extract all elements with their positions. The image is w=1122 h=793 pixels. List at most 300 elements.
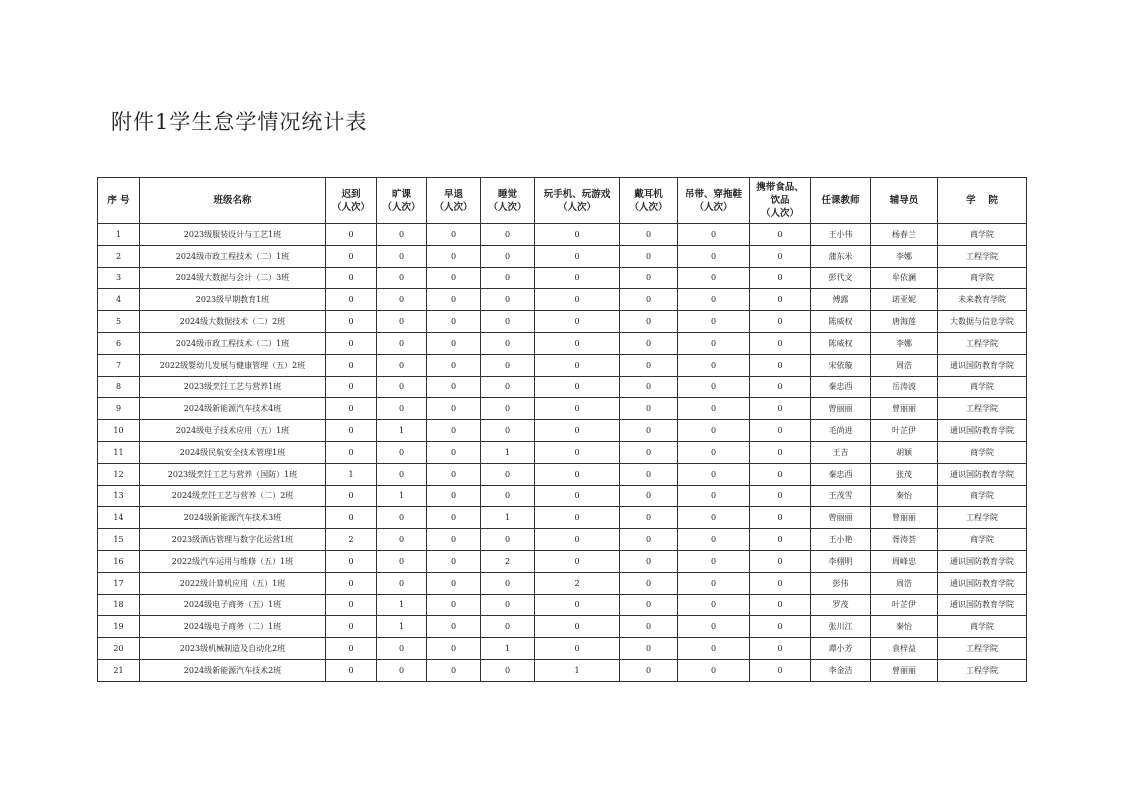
cell-class-name: 2022级婴幼儿发展与健康管理（五）2班 [140, 354, 326, 376]
cell-sleep: 1 [481, 441, 535, 463]
cell-counselor: 秦怡 [871, 485, 938, 507]
cell-phone-games: 0 [535, 616, 620, 638]
cell-college: 工程学院 [938, 638, 1027, 660]
header-teacher: 任课教师 [811, 178, 871, 224]
cell-teacher: 毛尚进 [811, 420, 871, 442]
table-row [98, 376, 1027, 398]
cell-phone-games: 1 [535, 659, 620, 681]
cell-counselor: 张茂 [871, 463, 938, 485]
cell-class-name: 2022级汽车运用与维修（五）1班 [140, 550, 326, 572]
cell-food: 0 [750, 529, 811, 551]
cell-college: 未来教育学院 [938, 289, 1027, 311]
table-row [98, 420, 1027, 442]
cell-early-leave: 0 [427, 485, 481, 507]
cell-late: 0 [326, 659, 377, 681]
cell-sleep: 0 [481, 398, 535, 420]
cell-counselor: 唐海莲 [871, 311, 938, 333]
cell-class-name: 2024级电子商务（五）1班 [140, 594, 326, 616]
cell-teacher: 曾丽丽 [811, 507, 871, 529]
cell-earphones: 0 [620, 616, 678, 638]
statistics-table [97, 177, 1027, 682]
cell-food: 0 [750, 638, 811, 660]
table-row [98, 550, 1027, 572]
header-counselor: 辅导员 [871, 178, 938, 224]
cell-teacher: 曾丽丽 [811, 398, 871, 420]
cell-early-leave: 0 [427, 638, 481, 660]
cell-phone-games: 0 [535, 507, 620, 529]
cell-sleep: 0 [481, 485, 535, 507]
cell-college: 商学院 [938, 616, 1027, 638]
cell-class-name: 2024级大数据技术（二）2班 [140, 311, 326, 333]
table-row [98, 245, 1027, 267]
header-row [98, 178, 1027, 224]
cell-slippers: 0 [678, 332, 750, 354]
cell-phone-games: 0 [535, 267, 620, 289]
cell-teacher: 彭伟 [811, 572, 871, 594]
cell-teacher: 谭小芳 [811, 638, 871, 660]
cell-slippers: 0 [678, 572, 750, 594]
cell-absent: 0 [377, 354, 427, 376]
cell-late: 0 [326, 638, 377, 660]
cell-food: 0 [750, 289, 811, 311]
table-row [98, 311, 1027, 333]
cell-slippers: 0 [678, 398, 750, 420]
cell-college: 工程学院 [938, 507, 1027, 529]
cell-phone-games: 0 [535, 398, 620, 420]
table-header [98, 178, 1027, 224]
cell-index: 12 [98, 463, 140, 485]
cell-early-leave: 0 [427, 616, 481, 638]
cell-class-name: 2024级新能源汽车技术3班 [140, 507, 326, 529]
cell-food: 0 [750, 354, 811, 376]
cell-counselor: 李娜 [871, 332, 938, 354]
cell-phone-games: 0 [535, 594, 620, 616]
cell-college: 商学院 [938, 267, 1027, 289]
cell-early-leave: 0 [427, 289, 481, 311]
cell-early-leave: 0 [427, 420, 481, 442]
cell-absent: 0 [377, 572, 427, 594]
table-row [98, 529, 1027, 551]
cell-index: 20 [98, 638, 140, 660]
cell-index: 21 [98, 659, 140, 681]
cell-class-name: 2023级机械制造及自动化2班 [140, 638, 326, 660]
cell-phone-games: 0 [535, 529, 620, 551]
cell-early-leave: 0 [427, 463, 481, 485]
cell-late: 2 [326, 529, 377, 551]
cell-absent: 0 [377, 463, 427, 485]
cell-absent: 1 [377, 616, 427, 638]
cell-earphones: 0 [620, 659, 678, 681]
cell-college: 大数据与信息学院 [938, 311, 1027, 333]
table-row [98, 441, 1027, 463]
cell-sleep: 0 [481, 420, 535, 442]
cell-index: 8 [98, 376, 140, 398]
cell-absent: 0 [377, 267, 427, 289]
cell-slippers: 0 [678, 376, 750, 398]
cell-early-leave: 0 [427, 245, 481, 267]
cell-early-leave: 0 [427, 224, 481, 246]
cell-phone-games: 0 [535, 224, 620, 246]
cell-college: 工程学院 [938, 332, 1027, 354]
cell-slippers: 0 [678, 311, 750, 333]
cell-earphones: 0 [620, 289, 678, 311]
cell-counselor: 牟依澜 [871, 267, 938, 289]
cell-food: 0 [750, 659, 811, 681]
cell-counselor: 诺亚妮 [871, 289, 938, 311]
cell-index: 15 [98, 529, 140, 551]
cell-class-name: 2024级电子技术应用（五）1班 [140, 420, 326, 442]
header-phone-games: 玩手机、玩游戏 （人次） [535, 178, 620, 224]
cell-early-leave: 0 [427, 529, 481, 551]
table-row [98, 616, 1027, 638]
cell-class-name: 2024级烹饪工艺与营养（二）2班 [140, 485, 326, 507]
cell-earphones: 0 [620, 420, 678, 442]
cell-earphones: 0 [620, 376, 678, 398]
cell-sleep: 0 [481, 616, 535, 638]
cell-sleep: 0 [481, 463, 535, 485]
cell-slippers: 0 [678, 485, 750, 507]
cell-early-leave: 0 [427, 572, 481, 594]
cell-absent: 1 [377, 485, 427, 507]
cell-college: 商学院 [938, 485, 1027, 507]
cell-college: 通识国防教育学院 [938, 463, 1027, 485]
cell-early-leave: 0 [427, 267, 481, 289]
cell-phone-games: 2 [535, 572, 620, 594]
cell-counselor: 胥涛荟 [871, 529, 938, 551]
cell-earphones: 0 [620, 354, 678, 376]
cell-slippers: 0 [678, 638, 750, 660]
cell-late: 0 [326, 332, 377, 354]
cell-food: 0 [750, 267, 811, 289]
cell-class-name: 2024级大数据与会计（二）3班 [140, 267, 326, 289]
cell-class-name: 2024级新能源汽车技术2班 [140, 659, 326, 681]
cell-late: 0 [326, 267, 377, 289]
cell-index: 4 [98, 289, 140, 311]
cell-teacher: 李栩明 [811, 550, 871, 572]
cell-sleep: 0 [481, 354, 535, 376]
cell-college: 通识国防教育学院 [938, 354, 1027, 376]
cell-counselor: 叶芷伊 [871, 594, 938, 616]
cell-absent: 0 [377, 507, 427, 529]
cell-sleep: 1 [481, 507, 535, 529]
cell-food: 0 [750, 550, 811, 572]
cell-class-name: 2022级计算机应用（五）1班 [140, 572, 326, 594]
cell-index: 1 [98, 224, 140, 246]
cell-teacher: 王小艳 [811, 529, 871, 551]
cell-phone-games: 0 [535, 463, 620, 485]
cell-late: 0 [326, 354, 377, 376]
cell-phone-games: 0 [535, 441, 620, 463]
cell-counselor: 周浩 [871, 354, 938, 376]
cell-slippers: 0 [678, 507, 750, 529]
cell-food: 0 [750, 463, 811, 485]
cell-teacher: 陈威权 [811, 311, 871, 333]
table-body [98, 224, 1027, 682]
cell-early-leave: 0 [427, 507, 481, 529]
cell-sleep: 0 [481, 572, 535, 594]
cell-slippers: 0 [678, 659, 750, 681]
cell-absent: 0 [377, 550, 427, 572]
cell-phone-games: 0 [535, 638, 620, 660]
cell-earphones: 0 [620, 485, 678, 507]
cell-earphones: 0 [620, 441, 678, 463]
cell-late: 0 [326, 550, 377, 572]
cell-late: 0 [326, 311, 377, 333]
cell-class-name: 2024级电子商务（二）1班 [140, 616, 326, 638]
cell-college: 工程学院 [938, 398, 1027, 420]
cell-counselor: 曾丽丽 [871, 659, 938, 681]
cell-slippers: 0 [678, 267, 750, 289]
header-college: 学 院 [938, 178, 1027, 224]
cell-teacher: 罗茂 [811, 594, 871, 616]
cell-phone-games: 0 [535, 311, 620, 333]
cell-phone-games: 0 [535, 332, 620, 354]
cell-sleep: 2 [481, 550, 535, 572]
table-row [98, 332, 1027, 354]
cell-index: 13 [98, 485, 140, 507]
cell-college: 通识国防教育学院 [938, 594, 1027, 616]
table-row [98, 638, 1027, 660]
cell-earphones: 0 [620, 638, 678, 660]
table-row [98, 463, 1027, 485]
cell-teacher: 宋依璇 [811, 354, 871, 376]
cell-late: 0 [326, 376, 377, 398]
cell-counselor: 杨春兰 [871, 224, 938, 246]
cell-index: 18 [98, 594, 140, 616]
cell-late: 0 [326, 245, 377, 267]
cell-early-leave: 0 [427, 332, 481, 354]
cell-slippers: 0 [678, 245, 750, 267]
cell-index: 19 [98, 616, 140, 638]
cell-absent: 0 [377, 441, 427, 463]
cell-early-leave: 0 [427, 311, 481, 333]
cell-index: 7 [98, 354, 140, 376]
cell-early-leave: 0 [427, 659, 481, 681]
cell-food: 0 [750, 594, 811, 616]
cell-slippers: 0 [678, 224, 750, 246]
cell-teacher: 陈威权 [811, 332, 871, 354]
cell-index: 14 [98, 507, 140, 529]
cell-slippers: 0 [678, 616, 750, 638]
cell-index: 16 [98, 550, 140, 572]
cell-sleep: 0 [481, 594, 535, 616]
header-late: 迟到 （人次） [326, 178, 377, 224]
cell-late: 0 [326, 441, 377, 463]
cell-slippers: 0 [678, 420, 750, 442]
cell-college: 商学院 [938, 441, 1027, 463]
cell-phone-games: 0 [535, 485, 620, 507]
cell-teacher: 蒲东米 [811, 245, 871, 267]
cell-late: 0 [326, 485, 377, 507]
cell-absent: 1 [377, 420, 427, 442]
cell-food: 0 [750, 311, 811, 333]
cell-food: 0 [750, 441, 811, 463]
cell-food: 0 [750, 572, 811, 594]
cell-absent: 1 [377, 594, 427, 616]
table-row [98, 572, 1027, 594]
cell-sleep: 0 [481, 529, 535, 551]
header-sleep: 睡觉 （人次） [481, 178, 535, 224]
cell-teacher: 张川江 [811, 616, 871, 638]
cell-absent: 0 [377, 638, 427, 660]
cell-sleep: 1 [481, 638, 535, 660]
cell-food: 0 [750, 224, 811, 246]
cell-index: 6 [98, 332, 140, 354]
cell-teacher: 王小伟 [811, 224, 871, 246]
cell-sleep: 0 [481, 289, 535, 311]
cell-food: 0 [750, 485, 811, 507]
cell-late: 0 [326, 420, 377, 442]
cell-college: 商学院 [938, 376, 1027, 398]
cell-food: 0 [750, 376, 811, 398]
cell-late: 1 [326, 463, 377, 485]
cell-late: 0 [326, 224, 377, 246]
cell-late: 0 [326, 594, 377, 616]
table-row [98, 224, 1027, 246]
cell-earphones: 0 [620, 572, 678, 594]
cell-counselor: 秦怡 [871, 616, 938, 638]
cell-absent: 0 [377, 311, 427, 333]
cell-phone-games: 0 [535, 376, 620, 398]
cell-slippers: 0 [678, 594, 750, 616]
table-row [98, 354, 1027, 376]
cell-index: 5 [98, 311, 140, 333]
cell-college: 工程学院 [938, 245, 1027, 267]
cell-teacher: 秦忠西 [811, 376, 871, 398]
cell-earphones: 0 [620, 332, 678, 354]
cell-early-leave: 0 [427, 550, 481, 572]
cell-earphones: 0 [620, 245, 678, 267]
cell-teacher: 秦忠西 [811, 463, 871, 485]
table-row [98, 507, 1027, 529]
cell-earphones: 0 [620, 507, 678, 529]
cell-index: 11 [98, 441, 140, 463]
cell-absent: 0 [377, 376, 427, 398]
cell-phone-games: 0 [535, 354, 620, 376]
cell-early-leave: 0 [427, 594, 481, 616]
cell-food: 0 [750, 398, 811, 420]
document-title: 附件1学生怠学情况统计表 [111, 110, 368, 134]
cell-food: 0 [750, 616, 811, 638]
cell-earphones: 0 [620, 463, 678, 485]
cell-absent: 0 [377, 529, 427, 551]
cell-counselor: 周峰忠 [871, 550, 938, 572]
cell-phone-games: 0 [535, 420, 620, 442]
cell-earphones: 0 [620, 224, 678, 246]
cell-college: 通识国防教育学院 [938, 550, 1027, 572]
cell-earphones: 0 [620, 311, 678, 333]
cell-class-name: 2023级烹饪工艺与营养1班 [140, 376, 326, 398]
cell-index: 10 [98, 420, 140, 442]
cell-late: 0 [326, 507, 377, 529]
cell-slippers: 0 [678, 550, 750, 572]
cell-college: 通识国防教育学院 [938, 420, 1027, 442]
cell-index: 9 [98, 398, 140, 420]
cell-phone-games: 0 [535, 245, 620, 267]
cell-teacher: 李金洁 [811, 659, 871, 681]
table-row [98, 485, 1027, 507]
cell-earphones: 0 [620, 529, 678, 551]
cell-counselor: 岳涛波 [871, 376, 938, 398]
table-row [98, 659, 1027, 681]
cell-late: 0 [326, 398, 377, 420]
cell-late: 0 [326, 616, 377, 638]
cell-counselor: 李娜 [871, 245, 938, 267]
cell-teacher: 彭代文 [811, 267, 871, 289]
cell-late: 0 [326, 289, 377, 311]
cell-food: 0 [750, 420, 811, 442]
table-row [98, 594, 1027, 616]
cell-sleep: 0 [481, 267, 535, 289]
cell-teacher: 王吉 [811, 441, 871, 463]
cell-teacher: 王茂雪 [811, 485, 871, 507]
cell-counselor: 胡颖 [871, 441, 938, 463]
cell-counselor: 袁梓益 [871, 638, 938, 660]
cell-earphones: 0 [620, 398, 678, 420]
cell-class-name: 2024级新能源汽车技术4班 [140, 398, 326, 420]
cell-slippers: 0 [678, 463, 750, 485]
cell-sleep: 0 [481, 311, 535, 333]
cell-counselor: 叶芷伊 [871, 420, 938, 442]
header-slippers: 吊带、穿拖鞋 （人次） [678, 178, 750, 224]
cell-class-name: 2023级早期教育1班 [140, 289, 326, 311]
cell-class-name: 2024级市政工程技术（二）1班 [140, 332, 326, 354]
cell-sleep: 0 [481, 659, 535, 681]
table-row [98, 289, 1027, 311]
cell-slippers: 0 [678, 354, 750, 376]
cell-food: 0 [750, 507, 811, 529]
table-row [98, 398, 1027, 420]
cell-class-name: 2023级服装设计与工艺1班 [140, 224, 326, 246]
cell-sleep: 0 [481, 245, 535, 267]
cell-class-name: 2023级烹饪工艺与营养（国防）1班 [140, 463, 326, 485]
cell-absent: 0 [377, 659, 427, 681]
cell-sleep: 0 [481, 376, 535, 398]
cell-college: 商学院 [938, 529, 1027, 551]
header-index: 序 号 [98, 178, 140, 224]
cell-slippers: 0 [678, 441, 750, 463]
cell-early-leave: 0 [427, 398, 481, 420]
cell-college: 商学院 [938, 224, 1027, 246]
header-absent: 旷课 （人次） [377, 178, 427, 224]
cell-earphones: 0 [620, 550, 678, 572]
cell-early-leave: 0 [427, 376, 481, 398]
cell-college: 工程学院 [938, 659, 1027, 681]
cell-absent: 0 [377, 332, 427, 354]
cell-food: 0 [750, 245, 811, 267]
cell-index: 3 [98, 267, 140, 289]
cell-absent: 0 [377, 289, 427, 311]
cell-early-leave: 0 [427, 354, 481, 376]
cell-counselor: 曾丽丽 [871, 398, 938, 420]
cell-earphones: 0 [620, 267, 678, 289]
cell-late: 0 [326, 572, 377, 594]
cell-absent: 0 [377, 398, 427, 420]
cell-teacher: 傅露 [811, 289, 871, 311]
cell-index: 2 [98, 245, 140, 267]
cell-phone-games: 0 [535, 550, 620, 572]
cell-college: 通识国防教育学院 [938, 572, 1027, 594]
header-food: 携带食品、 饮品 （人次） [750, 178, 811, 224]
header-class-name: 班级名称 [140, 178, 326, 224]
cell-class-name: 2024级民航安全技术管理1班 [140, 441, 326, 463]
table-row [98, 267, 1027, 289]
cell-sleep: 0 [481, 224, 535, 246]
cell-class-name: 2024级市政工程技术（二）1班 [140, 245, 326, 267]
header-earphones: 戴耳机 （人次） [620, 178, 678, 224]
cell-food: 0 [750, 332, 811, 354]
cell-earphones: 0 [620, 594, 678, 616]
